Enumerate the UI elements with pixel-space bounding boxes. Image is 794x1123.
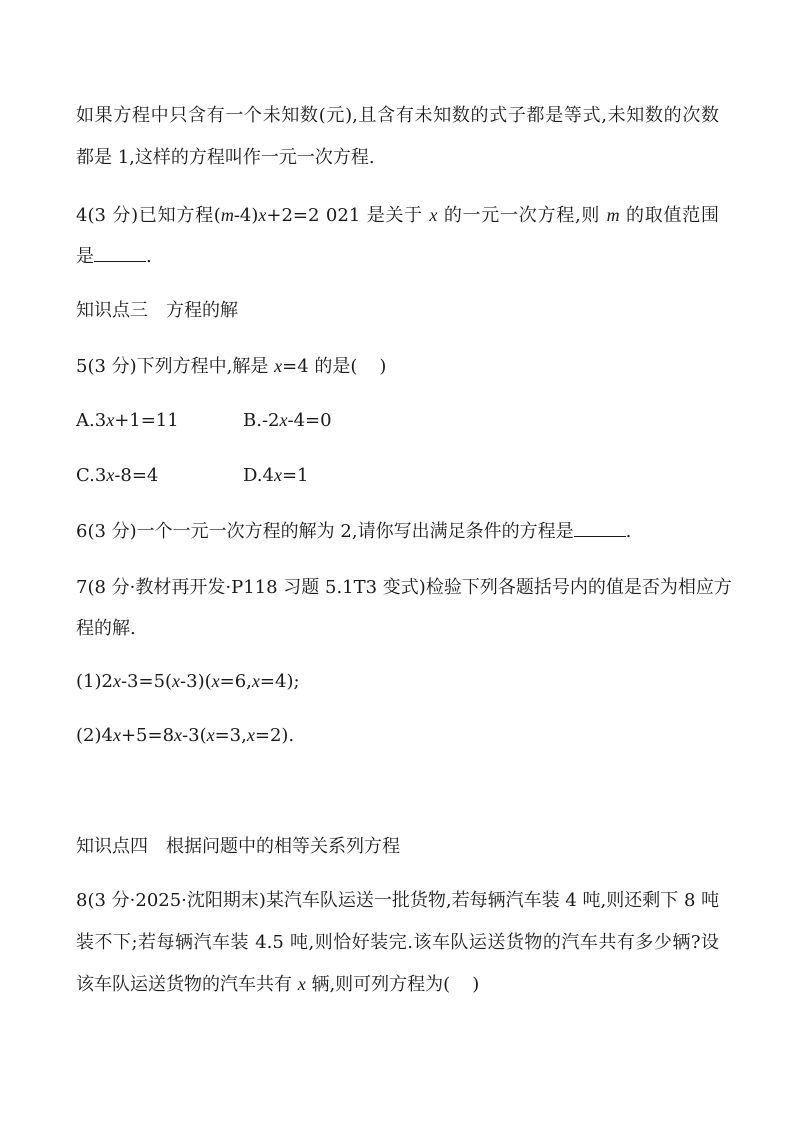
var-x: x: [251, 671, 260, 691]
var-x: x: [258, 205, 267, 225]
definition-line-2: 都是 1,这样的方程叫作一元一次方程.: [76, 147, 375, 168]
question-4-line-1: [76, 203, 719, 228]
question-7-sub-1: [76, 669, 300, 694]
question-7-line-1: 7(8 分·教材再开发·P118 习题 5.1T3 变式)检验下列各题括号内的值是否为相应方: [76, 577, 732, 598]
var-x: x: [112, 671, 121, 691]
var-x: x: [106, 410, 115, 430]
q7-sub2-text: (2)4: [76, 725, 113, 746]
q7-sub1-text: (1)2: [76, 671, 113, 692]
q4-mid-2: +2=2 021 是关于: [266, 205, 430, 226]
q7-sub1-text: -3)(: [180, 671, 212, 692]
q7-sub1-text: =6,: [219, 671, 252, 692]
q8-line3-prefix: 该车队运送货物的汽车共有: [76, 974, 298, 995]
q4-mid-1: -4): [233, 205, 259, 226]
q4-line2-suffix: .: [146, 246, 152, 267]
q4-prefix: 4(3 分)已知方程(: [76, 205, 221, 226]
q6-text: 6(3 分)一个一元一次方程的解为 2,请你写出满足条件的方程是: [76, 521, 574, 542]
q4-line2-prefix: 是: [76, 246, 94, 267]
var-x: x: [174, 725, 183, 745]
var-x: x: [246, 725, 255, 745]
q7-sub2-text: =3,: [214, 725, 247, 746]
question-7-sub-2: [76, 723, 294, 748]
q5-stem-prefix: 5(3 分)下列方程中,解是: [76, 356, 275, 377]
var-x: x: [106, 465, 115, 485]
question-6: [76, 520, 631, 544]
var-m: m: [220, 205, 234, 225]
answer-blank[interactable]: [574, 520, 626, 537]
q7-sub1-text: -3=5(: [120, 671, 173, 692]
question-8-line-2: 装不下;若每辆汽车装 4.5 吨,则恰好装完.该车队运送货物的汽车共有多少辆?设: [76, 932, 719, 953]
question-8-line-3: [76, 972, 479, 997]
var-x: x: [429, 205, 438, 225]
q4-suffix: 的取值范围: [619, 205, 719, 226]
q8-line3-suffix: ): [472, 974, 480, 995]
option-b-pre: B.-2: [243, 410, 280, 431]
var-x: x: [297, 974, 306, 994]
section-title-3: 知识点三 方程的解: [76, 300, 238, 321]
definition-line-1: 如果方程中只含有一个未知数(元),且含有未知数的式子都是等式,未知数的次数: [76, 105, 719, 126]
var-x: x: [273, 465, 282, 485]
q7-sub2-text: +5=8: [120, 725, 175, 746]
option-d[interactable]: [243, 463, 309, 488]
question-8-line-1: 8(3 分·2025·沈阳期末)某汽车队运送一批货物,若每辆汽车装 4 吨,则还剩下 8 吨: [76, 890, 720, 911]
option-b[interactable]: [243, 408, 332, 433]
q8-line3-mid: 辆,则可列方程为(: [305, 974, 451, 995]
var-x: x: [274, 356, 283, 376]
question-7-line-2: 程的解.: [76, 618, 136, 639]
option-a-post: +1=11: [114, 410, 179, 431]
q4-mid-3: 的一元一次方程,则: [437, 205, 607, 226]
option-c-pre: C.3: [76, 465, 107, 486]
option-a[interactable]: [76, 408, 179, 433]
q7-sub2-text: -3(: [182, 725, 207, 746]
option-d-pre: D.4: [243, 465, 274, 486]
section-title-4: 知识点四 根据问题中的相等关系列方程: [76, 836, 400, 857]
question-5-stem: [76, 354, 386, 379]
var-x: x: [206, 725, 215, 745]
var-x: x: [172, 671, 181, 691]
option-a-pre: A.3: [76, 410, 107, 431]
var-m: m: [606, 205, 620, 225]
question-4-line-2: [76, 245, 152, 269]
var-x: x: [211, 671, 220, 691]
q7-sub1-text: =4);: [259, 671, 300, 692]
q7-sub2-text: =2).: [254, 725, 295, 746]
option-c-post: -8=4: [114, 465, 159, 486]
option-b-post: -4=0: [287, 410, 332, 431]
answer-blank[interactable]: [94, 245, 146, 262]
q5-stem-mid: =4 的是(: [282, 356, 358, 377]
var-x: x: [279, 410, 288, 430]
var-x: x: [112, 725, 121, 745]
option-c[interactable]: [76, 463, 158, 488]
q5-stem-suffix: ): [379, 356, 387, 377]
q6-suffix: .: [625, 521, 632, 542]
option-d-post: =1: [281, 465, 309, 486]
